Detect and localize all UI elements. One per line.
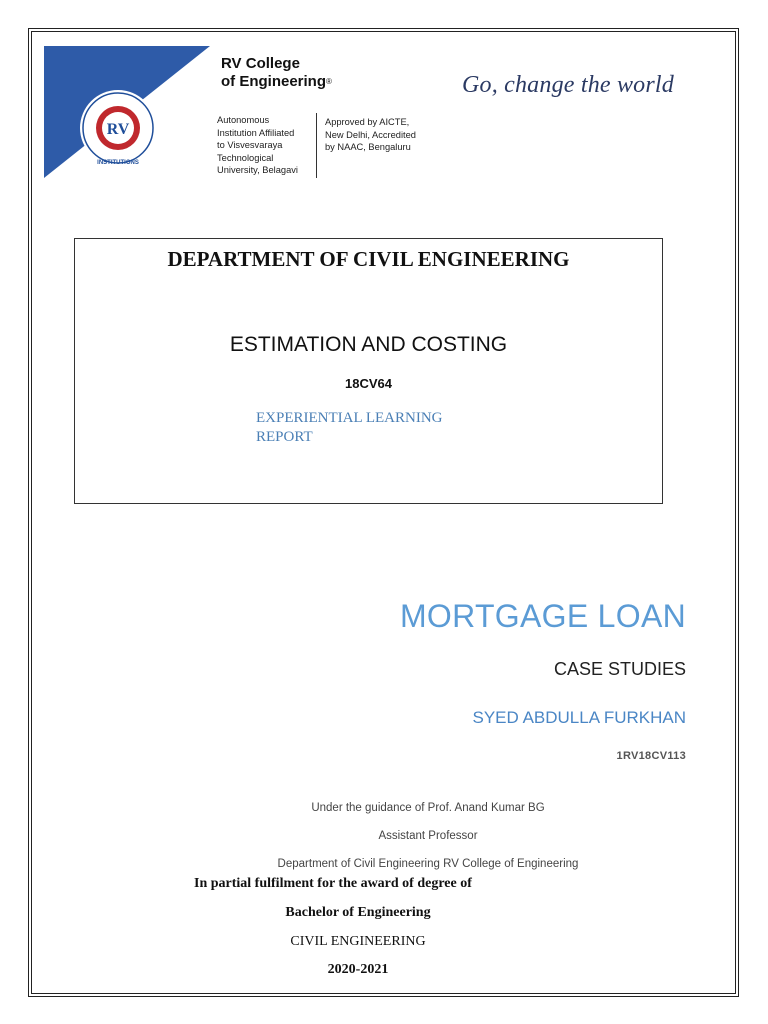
course-title: ESTIMATION AND COSTING: [229, 333, 508, 356]
report-type-line2: REPORT: [256, 429, 313, 445]
department-title: DEPARTMENT OF CIVIL ENGINEERING: [167, 247, 570, 271]
report-subtitle: CASE STUDIES: [553, 659, 686, 679]
affiliation-line: to Visvesvaraya: [217, 140, 283, 151]
approval-line: New Delhi, Accredited: [325, 129, 416, 140]
college-logo: [44, 46, 210, 178]
college-name-line2: of Engineering: [221, 73, 326, 90]
degree-branch: CIVIL ENGINEERING: [290, 934, 426, 949]
approval-text: [325, 116, 445, 154]
logo-banner-text: INSTITUTIONS: [97, 160, 139, 166]
registered-mark: ®: [326, 77, 332, 86]
affiliation-divider: [316, 113, 317, 178]
report-title: MORTGAGE LOAN: [399, 598, 686, 634]
report-type-line1: EXPERIENTIAL LEARNING: [256, 410, 443, 426]
student-usn: 1RV18CV113: [616, 750, 686, 762]
college-tagline: Go, change the world: [462, 72, 674, 98]
degree-name: Bachelor of Engineering: [285, 905, 431, 920]
partial-fulfilment-text: In partial fulfilment for the award of degree of: [194, 876, 472, 891]
academic-year: 2020-2021: [327, 962, 389, 977]
guide-department: Department of Civil Engineering RV College of Engineering: [277, 858, 579, 870]
guide-designation: Assistant Professor: [378, 830, 478, 842]
college-name: [221, 55, 332, 91]
college-name-line1: RV College: [221, 55, 300, 72]
logo-initials: RV: [106, 121, 130, 138]
guidance-line: Under the guidance of Prof. Anand Kumar BG: [311, 802, 545, 814]
affiliation-line: Autonomous: [217, 115, 270, 125]
affiliation-line: University, Belagavi: [217, 165, 298, 176]
report-type: [256, 409, 516, 447]
affiliation-line: Technological: [217, 152, 274, 163]
affiliation-line: Institution Affiliated: [217, 127, 295, 138]
affiliation-text: [217, 114, 317, 177]
title-box: [74, 238, 663, 504]
approval-line: by NAAC, Bengaluru: [325, 142, 411, 153]
approval-line: Approved by AICTE,: [325, 117, 410, 127]
course-code: 18CV64: [345, 376, 392, 391]
author-name: SYED ABDULLA FURKHAN: [472, 708, 686, 727]
